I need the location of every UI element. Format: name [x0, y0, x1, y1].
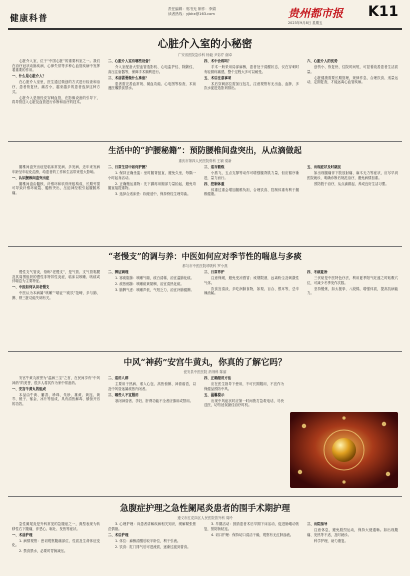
article-column: 慢性支气管炎，俗称“老慢支”，是气管、支气管黏膜及其周围组织的慢性非特异性炎症，临床以咳嗽、咳痰或伴喘息为主要特征。 一、中医如何认识老慢支 中医认为本病属“咳嗽”“喘证”“痰饮”范畴，多与肺、脾、肾三脏功能失调有关。	[12, 270, 100, 300]
newspaper-logo: 贵州都市报	[288, 7, 343, 20]
article-divider	[8, 351, 402, 352]
article-byline: 都匀市中医医院呼吸科 罗小燕	[182, 264, 228, 268]
reader-hotline: 读者热线：yjbkx@163.com	[168, 12, 215, 16]
article-byline: 广安省医院急诊科 杨毅 尹彩芹 谢卓	[177, 53, 233, 57]
article-column: 心脏介入室，位于“中国心脏”的重要科室之一。我们在治疗冠状动脉疾病，心律失常等多种心血管疾病中发挥着重要的作用。 一、什么是心脏介入？ 在心脏介入室里，医生通过微创的方式进行检查和治疗，患者恢复快、痛苦小，越来越多的患者选择这种方式。 心脏介入是指经皮穿刺血管，在影像设备的引导下，将导管送入心脏及血管进行诊断和治疗的技术。	[12, 59, 100, 105]
article-divider	[8, 246, 402, 247]
article-column: 二、适用人群 主要用于热病、邪入心包、高热惊厥、神昏谵语，以及中风昏迷属痰热内闭者。 三、哪些人不宜服用 寒闭神昏者、孕妇、肝肾功能不全者应慎用或禁用。	[108, 376, 196, 403]
article-column: 三、出院指导 注意休息，避免剧烈运动，保持大便通畅。如出现腹痛、发热等不适，及时就诊。 科学护理，助力康复。	[307, 522, 398, 543]
article-column: 腰椎间盘突出症是临床常见病、多发病，近年来发病年龄呈年轻化趋势，给患者的工作和生活带来很大影响。 一、认识腰椎间盘突出症 腰椎间盘由髓核、纤维环和软骨终板构成，长期劳损可导致纤维环破裂、髓核突出，压迫神经根引起腰腿疼痛。	[12, 165, 100, 195]
article-byline: 重庆市第四人民医院骨科 王颖 梁新	[178, 159, 232, 163]
article-column: 二、日常生活中如何护腰？ 1. 保持正确坐姿：坐时腰背挺直，避免久坐，每隔一小时起身活动。 2. 正确搬运重物：先下蹲再用腿部力量抬起，避免弯腰直接提重物。 3. 选择合适床垫：软硬适中，保持脊柱生理弯曲。	[108, 165, 196, 197]
editor-line: 责任编辑：郭书光 制作：李娟	[168, 7, 216, 11]
article-column: 安宫牛黄丸被誉为“温病三宝”之首，在民间享有“中风神药”的美誉，很多人将其作为家中常备药。 一、安宫牛黄丸的组成 本品由牛黄、麝香、珍珠、朱砂、雄黄、黄连、黄芩、栀子、郁金、冰片等组成，具有清热解毒、镇惊开窍的功效。	[12, 376, 100, 406]
issue-date: 2023年9月8日 星期五	[288, 21, 323, 25]
medicine-illustration	[290, 412, 398, 488]
article-column: 三、日常养护 注意保暖，避免受凉感冒；戒烟限酒，远离粉尘及刺激性气体。 饮食宜清淡，多吃润肺食物，如梨、百合、银耳等，忌辛辣油腻。	[204, 270, 299, 296]
article-divider	[8, 141, 402, 142]
header-rule	[8, 28, 402, 30]
article-title: 心脏介入室的小秘密	[157, 38, 253, 50]
article-byline: 瓮安县中医医院 药剂科 陈丽	[183, 370, 227, 374]
editor-info	[168, 7, 216, 17]
article-byline: 遵义市红花岗区人民医院普外科 周玲	[177, 516, 233, 520]
article-column: 四、正确服用方法 应在医生指导下使用，不可长期服用，不宜作为保健品预防中风。 五、温馨提示 出现中风症状时应第一时间拨打急救电话，尽快送医，切勿延误最佳治疗时机。	[204, 376, 284, 408]
masthead	[0, 0, 410, 30]
page-number: K11	[368, 4, 399, 20]
article-column: 六、心脏介入的优势 创伤小、恢复快、住院时间短，可显著改善患者生活质量。 心脏健康需要长期管理，规律作息、合理饮食、适量运动，定期复查，才能远离心血管疾病。	[307, 59, 398, 85]
article-column: 二、心脏介入室有哪些设备？ 介入室配备大型血管造影机、心电监护仪、除颤仪、高压注射器等，保障手术顺利进行。 三、术前需要做什么准备？ 患者需完善血常规、凝血功能、心电图等检查，术前遵医嘱禁食禁水。	[108, 59, 196, 91]
article-column: 三、适当锻炼 小燕飞、五点支撑等动作可增强腰背肌力量，但应循序渐进，量力而行。 四、控制体重 体重过重会增加腰椎负担，合理饮食、控制体重有利于腰椎健康。	[204, 165, 299, 197]
article-title: 中风“神药”安宫牛黄丸，你真的了解它吗？	[123, 358, 287, 368]
article-column: 3. 早期活动：鼓励患者术后早期下床活动，促进肠蠕动恢复，预防肠粘连。 4. 切口护理：保持切口清洁干燥，观察有无红肿渗液。	[204, 522, 299, 537]
article-column: 四、冬病夏治 三伏贴是中医特色疗法，利用夏季阳气旺盛之时贴敷穴位，可减少冬季发作次数。 坚持锻炼，如太极拳、八段锦，增强体质，提高抗病能力。	[307, 270, 398, 296]
article-title: 生活中的“护腰秘籍”：预防腰椎间盘突出，从点滴做起	[108, 145, 302, 155]
article-column: 急性阑尾炎是外科常见的急腹症之一，典型表现为转移性右下腹痛，伴恶心、呕吐、发热等症状。 一、术前护理 1. 病情观察：密切观察腹痛部位、性质及生命体征变化。 2. 禁食禁水，必要时胃肠减压。	[12, 522, 100, 554]
article-divider	[8, 496, 402, 497]
article-title: 急腹症护理之急性阑尾炎患者的围手术期护理	[119, 504, 290, 514]
article-column: 3. 心理护理：向患者讲解疾病相关知识，缓解紧张焦虑情绪。 二、术后护理 1. 体位：麻醉清醒后取半卧位，利于引流。 2. 饮食：肛门排气后可进流质，逐渐过渡到普食。	[108, 522, 196, 549]
article-column: 二、辨证调理 1. 寒痰阻肺：咳嗽气喘，痰白清稀，治宜温肺化痰。 2. 痰热郁肺：咳嗽痰黄黏稠，治宜清热化痰。 3. 肺脾气虚：咳嗽声低，气短乏力，治宜补肺健脾。	[108, 270, 194, 293]
article-column: 四、术中会疼吗？ 手术一般采用局部麻醉，患者处于清醒状态，仅在穿刺时有轻微疼痛感，整个过程大多可以耐受。 五、术后注意事项 术后穿刺部位需加压包扎，注意观察有无出血、血肿，多饮水促进造影剂排出。	[204, 59, 299, 91]
section-name: 健康科普	[10, 14, 49, 24]
article-column: 五、出现症状及时就医 如出现腰痛伴下肢放射痛、麻木无力等症状，应尽早到医院就诊，明确诊断后规范治疗，避免病情加重。 预防胜于治疗，从点滴做起，养成良好生活习惯。	[307, 165, 398, 186]
article-title: “老慢支”的调与养：中医如何应对季节性的喘息与多痰	[108, 251, 302, 261]
